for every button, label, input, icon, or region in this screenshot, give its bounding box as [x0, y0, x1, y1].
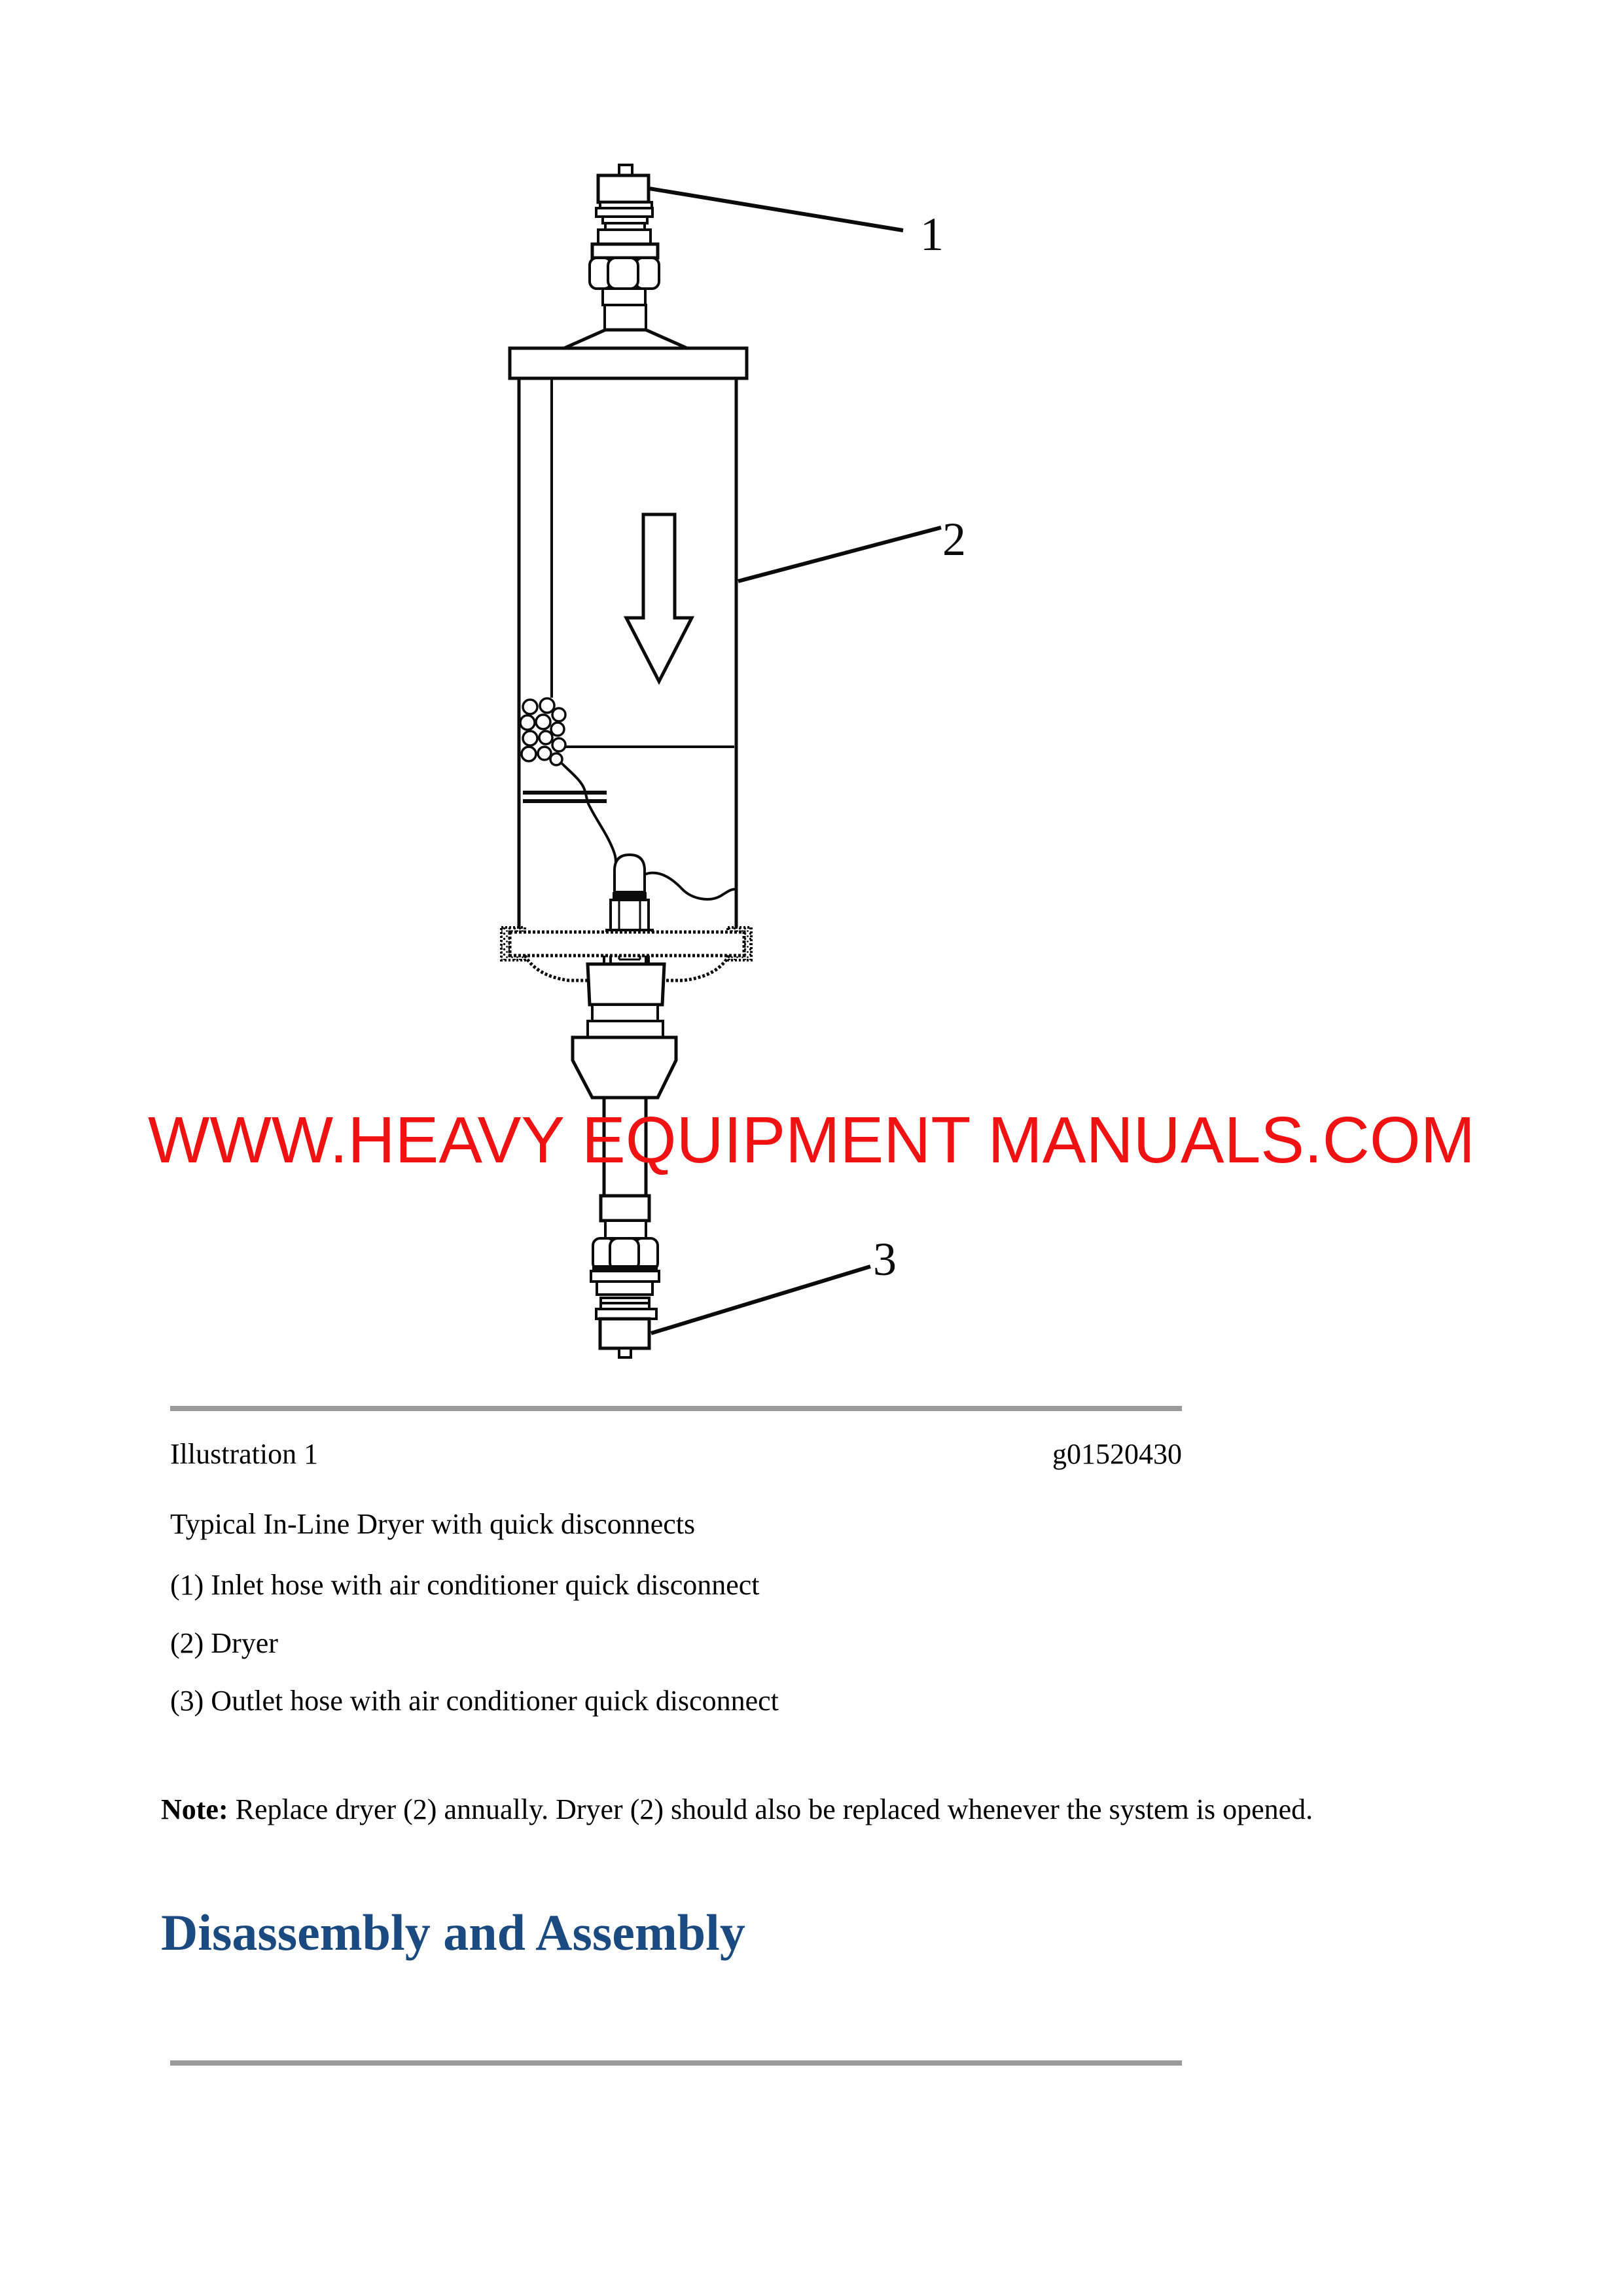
leader-line-2 [738, 528, 941, 581]
section-divider-bottom [170, 2060, 1182, 2066]
illustration-label: Illustration 1 [170, 1438, 319, 1470]
figure-caption-item: (1) Inlet hose with air conditioner quick disconnect [170, 1569, 760, 1601]
dryer-top-cap [510, 348, 747, 378]
dryer-body [501, 348, 751, 980]
figure-caption-item: (3) Outlet hose with air conditioner quick disconnect [170, 1685, 779, 1717]
dryer-illustration [458, 157, 982, 1361]
section-heading: Disassembly and Assembly [161, 1904, 745, 1961]
figure-divider-top [170, 1406, 1182, 1411]
down-arrow-icon [626, 514, 692, 681]
figure-title: Typical In-Line Dryer with quick disconnects [170, 1508, 696, 1540]
figure-label-3: 3 [873, 1233, 897, 1285]
figure-label-1: 1 [920, 208, 944, 260]
note-paragraph [161, 1789, 1398, 1829]
illustration-code: g01520430 [1052, 1438, 1182, 1470]
leader-line-3 [651, 1266, 870, 1333]
figure-label-2: 2 [942, 513, 966, 565]
desiccant-beads [520, 698, 565, 765]
leader-line-1 [649, 188, 903, 230]
caption-row [170, 1439, 1182, 1470]
figure-caption-item: (2) Dryer [170, 1627, 278, 1659]
note-label: Note: [161, 1793, 228, 1825]
watermark-text: WWW.HEAVY EQUIPMENT MANUALS.COM [148, 1103, 1475, 1177]
inlet-hex-nut [590, 258, 659, 289]
note-text: Replace dryer (2) annually. Dryer (2) should also be replaced whenever the system is opened. [228, 1793, 1313, 1825]
